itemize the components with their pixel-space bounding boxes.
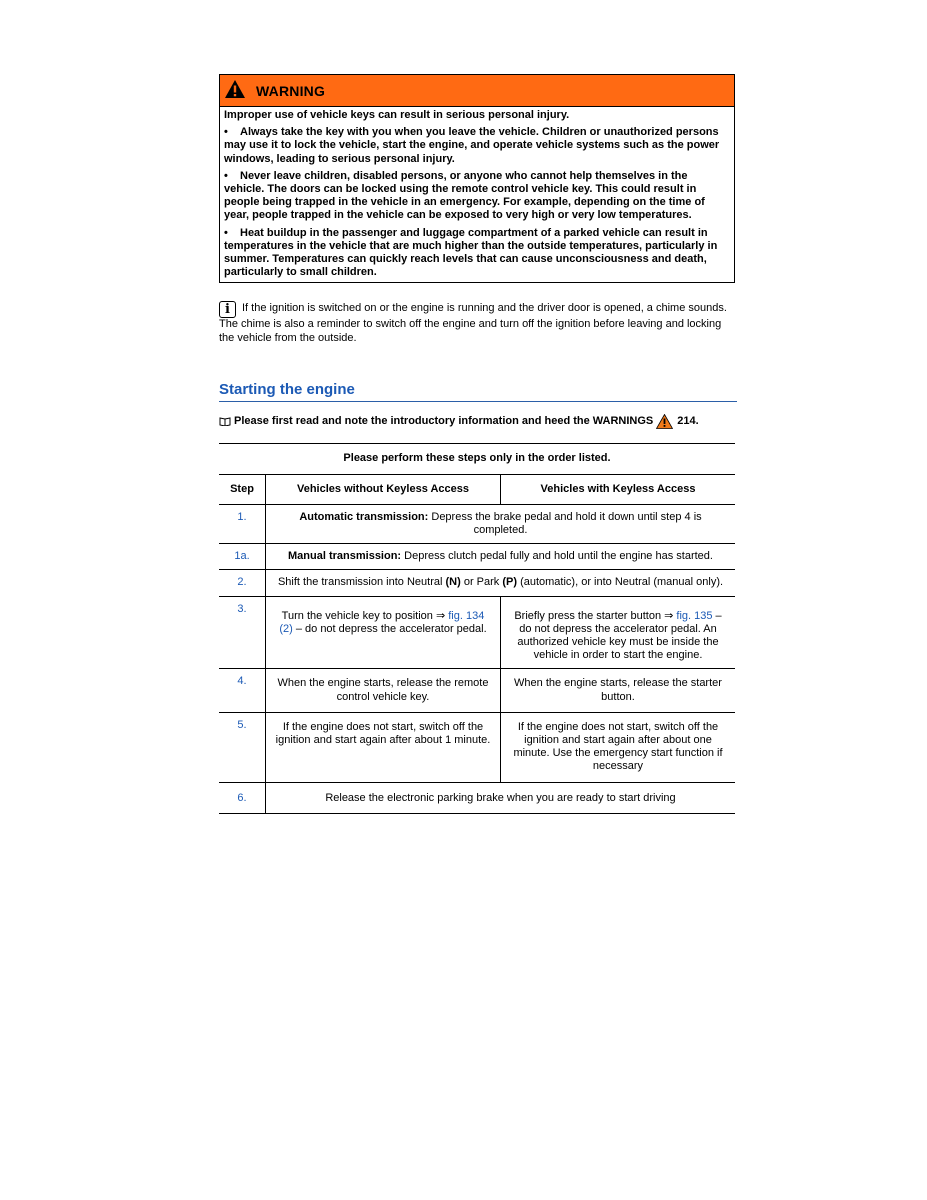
table-row: [219, 544, 735, 570]
fig-135-link[interactable]: fig. 135: [676, 609, 713, 622]
table-row: [219, 504, 735, 543]
step-text: [266, 504, 736, 543]
step-number: 2.: [219, 570, 266, 596]
step-body: Depress the brake pedal and hold it down until step 4 is completed.: [428, 510, 702, 537]
steps-table: [219, 443, 735, 814]
step-number: 1.: [219, 504, 266, 543]
section-heading: Starting the engine: [219, 381, 737, 402]
warning-bullet-text: Heat buildup in the passenger and luggage compartment of a parked vehicle can result in temperatures in the vehicle that are much higher than the outside temperatures, particularly in summer. Temperatures can quickly reach levels that can cause unconsciousness and death, particularly to small children.: [224, 226, 718, 279]
table-header-row: [219, 474, 735, 504]
step-body: – do not depress the accelerator pedal.: [292, 622, 487, 635]
table-row: [219, 570, 735, 596]
fig-134-link[interactable]: fig. 134: [448, 609, 485, 622]
warning-box: [219, 74, 735, 283]
manual-page: [219, 74, 735, 814]
step-text-with-keyless: [501, 596, 736, 669]
step-body: Depress clutch pedal fully and hold until the engine has started.: [401, 550, 713, 563]
info-icon: i: [219, 301, 236, 318]
bullet-icon: •: [224, 169, 228, 182]
header-with-keyless: Vehicles with Keyless Access: [501, 474, 736, 504]
step-text: [266, 570, 736, 596]
step-text-without-keyless: [266, 596, 501, 669]
intro-text: Please first read and note the introductory information and heed the WARNINGS: [234, 415, 654, 428]
warning-title: WARNING: [256, 82, 326, 99]
warning-bullet-text: Never leave children, disabled persons, or anyone who cannot help themselves in the vehicle. The doors can be locked using the remote control vehicle key. This could result in people being trapped in the vehicle in an emergency. For example, depending on the time of year, people trapped in the vehicle can be exposed to very high or very low temperatures.: [224, 169, 705, 222]
step-number: 5.: [219, 712, 266, 782]
step-bold-label: Automatic transmission:: [299, 510, 429, 523]
note-text: If the ignition is switched on or the engine is running and the driver door is opened, a chime sounds. The chime is also a reminder to switch off the engine and turn off the ignition before leaving and locking the vehicle from the outside.: [219, 302, 727, 344]
intro-page-ref[interactable]: 214.: [677, 415, 699, 428]
book-icon: [219, 416, 231, 426]
gear-park: (P): [502, 576, 518, 589]
step-body: Shift the transmission into Neutral: [277, 576, 446, 589]
bullet-icon: •: [224, 126, 228, 139]
warning-bullet: [224, 170, 730, 223]
step-body: – do not depress the accelerator pedal. An authorized vehicle key must be inside the vehicle in order to start the engine.: [517, 609, 722, 662]
gear-neutral: (N): [445, 576, 461, 589]
warning-header: [220, 75, 734, 107]
step-text-without-keyless: When the engine starts, release the remote control vehicle key.: [266, 669, 501, 712]
table-row: [219, 712, 735, 782]
header-step: Step: [219, 474, 266, 504]
table-row: [219, 596, 735, 669]
step-number: 4.: [219, 669, 266, 712]
table-row: [219, 782, 735, 813]
info-note: [219, 301, 735, 344]
warning-bullet-text: Always take the key with you when you leave the vehicle. Children or unauthorized persons may use it to lock the vehicle, start the engine, and operate vehicle systems such as the power windows, leading to serious personal injury.: [224, 126, 720, 165]
warning-triangle-icon: [224, 79, 246, 99]
step-text: Release the electronic parking brake when you are ready to start driving: [266, 782, 736, 813]
warning-body: [220, 107, 734, 282]
warning-intro: Improper use of vehicle keys can result in serious personal injury.: [224, 109, 570, 121]
step-body: (automatic), or into Neutral (manual only).: [517, 576, 724, 589]
step-number: 3.: [219, 596, 266, 669]
step-bold-label: Manual transmission:: [288, 550, 402, 563]
intro-line: [219, 414, 735, 429]
step-text: [266, 544, 736, 570]
table-caption: Please perform these steps only in the order listed.: [219, 443, 735, 474]
position-2-link[interactable]: (2): [279, 622, 293, 635]
table-caption-row: [219, 443, 735, 474]
step-body: Turn the vehicle key to position ⇒: [281, 609, 449, 622]
step-text-with-keyless: If the engine does not start, switch off the ignition and start again after about one minute. Use the emergency start function if necessary: [501, 712, 736, 782]
warning-bullet: [224, 227, 730, 280]
warning-triangle-icon: [656, 414, 673, 429]
warning-bullet: [224, 126, 730, 166]
step-number: 6.: [219, 782, 266, 813]
step-text-without-keyless: If the engine does not start, switch off the ignition and start again after about 1 minute.: [266, 712, 501, 782]
header-without-keyless: Vehicles without Keyless Access: [266, 474, 501, 504]
step-body: Briefly press the starter button ⇒: [514, 609, 677, 622]
bullet-icon: •: [224, 226, 228, 239]
step-text-with-keyless: When the engine starts, release the starter button.: [501, 669, 736, 712]
table-row: [219, 669, 735, 712]
step-number: 1a.: [219, 544, 266, 570]
step-body: or Park: [460, 576, 503, 589]
